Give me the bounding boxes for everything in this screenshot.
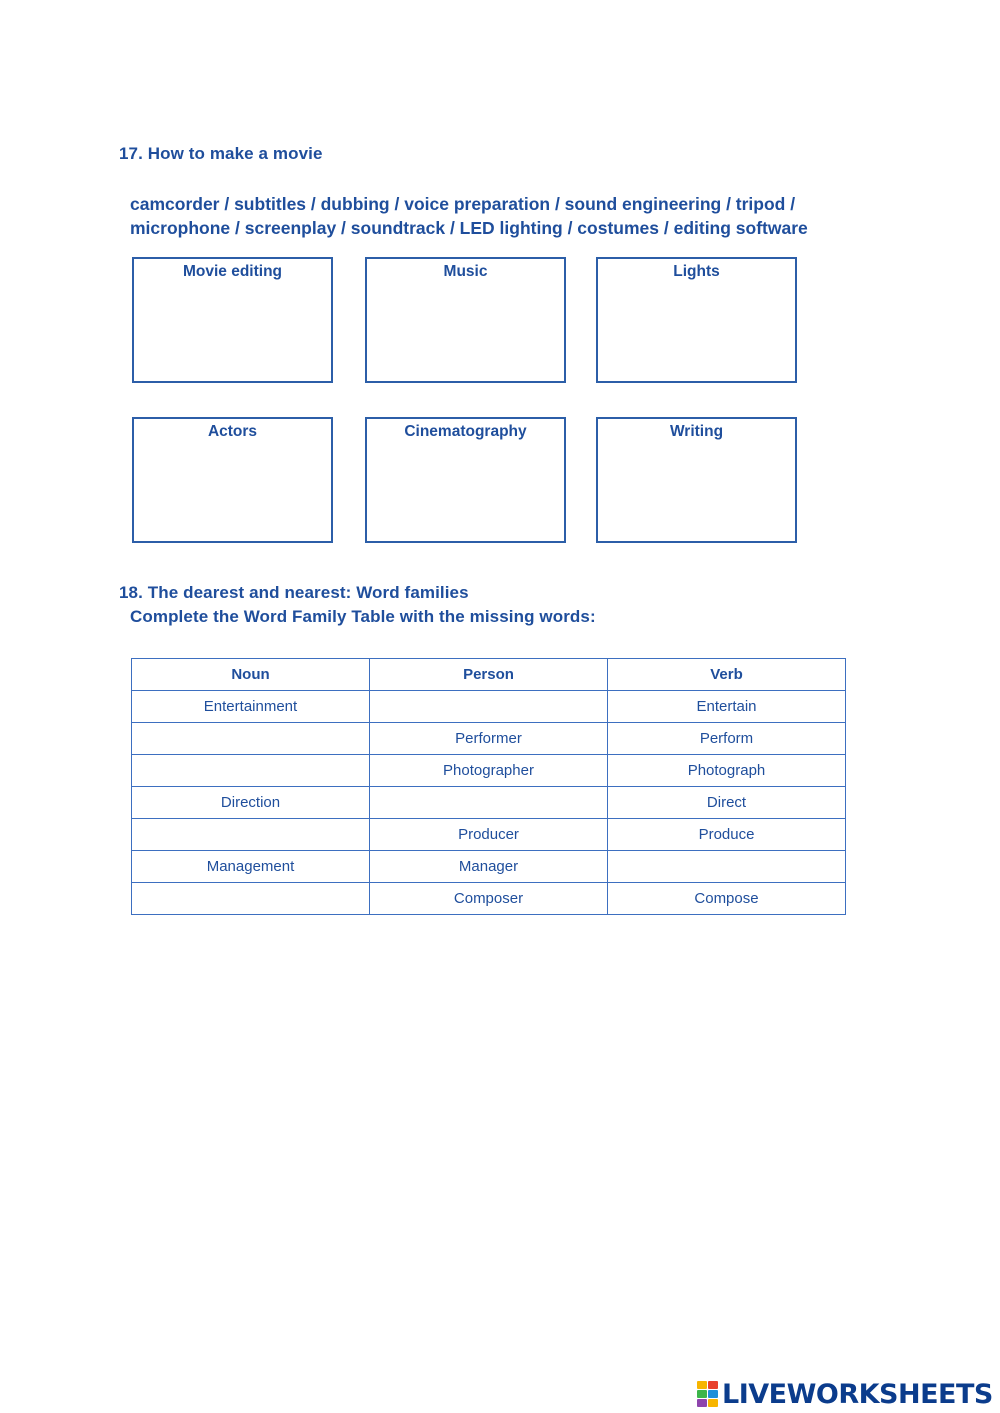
- cell-noun: Direction: [132, 787, 370, 819]
- cell-verb: Perform: [608, 723, 846, 755]
- header-noun: Noun: [132, 659, 370, 691]
- header-person: Person: [370, 659, 608, 691]
- table-row: [132, 723, 846, 755]
- table-row: [132, 851, 846, 883]
- blank-cell-noun[interactable]: [132, 723, 370, 755]
- table-row: [132, 819, 846, 851]
- table-row: [132, 787, 846, 819]
- table-row: [132, 755, 846, 787]
- blank-cell-person[interactable]: [370, 787, 608, 819]
- cell-person: Photographer: [370, 755, 608, 787]
- cell-noun: Entertainment: [132, 691, 370, 723]
- cell-person: Producer: [370, 819, 608, 851]
- cell-verb: Direct: [608, 787, 846, 819]
- blank-cell-noun[interactable]: [132, 883, 370, 915]
- word-bank-line-1: camcorder / subtitles / dubbing / voice preparation / sound engineering / tripod /: [130, 194, 796, 214]
- logo-blocks-icon: [697, 1381, 719, 1407]
- category-title: Movie editing: [182, 263, 283, 280]
- blank-cell-noun[interactable]: [132, 755, 370, 787]
- section-18-instruction: Complete the Word Family Table with the missing words:: [130, 607, 596, 626]
- cell-verb: Entertain: [608, 691, 846, 723]
- section-18-heading: 18. The dearest and nearest: Word families: [119, 583, 469, 602]
- cell-person: Composer: [370, 883, 608, 915]
- word-bank-line-2: microphone / screenplay / soundtrack / LED lighting / costumes / editing software: [130, 218, 808, 238]
- table-row: [132, 691, 846, 723]
- cell-verb: Produce: [608, 819, 846, 851]
- word-bank: [130, 192, 910, 240]
- cell-verb: Compose: [608, 883, 846, 915]
- category-box-movie-editing[interactable]: [132, 257, 333, 383]
- blank-cell-verb[interactable]: [608, 851, 846, 883]
- word-family-table: [131, 658, 846, 915]
- category-box-lights[interactable]: [596, 257, 797, 383]
- logo-text: LIVEWORKSHEETS: [722, 1378, 993, 1410]
- cell-noun: Management: [132, 851, 370, 883]
- category-title: Music: [443, 263, 488, 280]
- category-title: Cinematography: [404, 423, 527, 440]
- header-verb: Verb: [608, 659, 846, 691]
- category-title: Actors: [207, 423, 258, 440]
- category-title: Lights: [673, 263, 720, 280]
- liveworksheets-logo: [697, 1378, 993, 1410]
- blank-cell-person[interactable]: [370, 691, 608, 723]
- category-title: Writing: [669, 423, 724, 440]
- cell-person: Performer: [370, 723, 608, 755]
- category-box-cinematography[interactable]: [365, 417, 566, 543]
- category-box-writing[interactable]: [596, 417, 797, 543]
- cell-person: Manager: [370, 851, 608, 883]
- table-row: [132, 883, 846, 915]
- blank-cell-noun[interactable]: [132, 819, 370, 851]
- table-header-row: [132, 659, 846, 691]
- category-box-actors[interactable]: [132, 417, 333, 543]
- section-17-heading: 17. How to make a movie: [119, 144, 323, 163]
- cell-verb: Photograph: [608, 755, 846, 787]
- category-box-music[interactable]: [365, 257, 566, 383]
